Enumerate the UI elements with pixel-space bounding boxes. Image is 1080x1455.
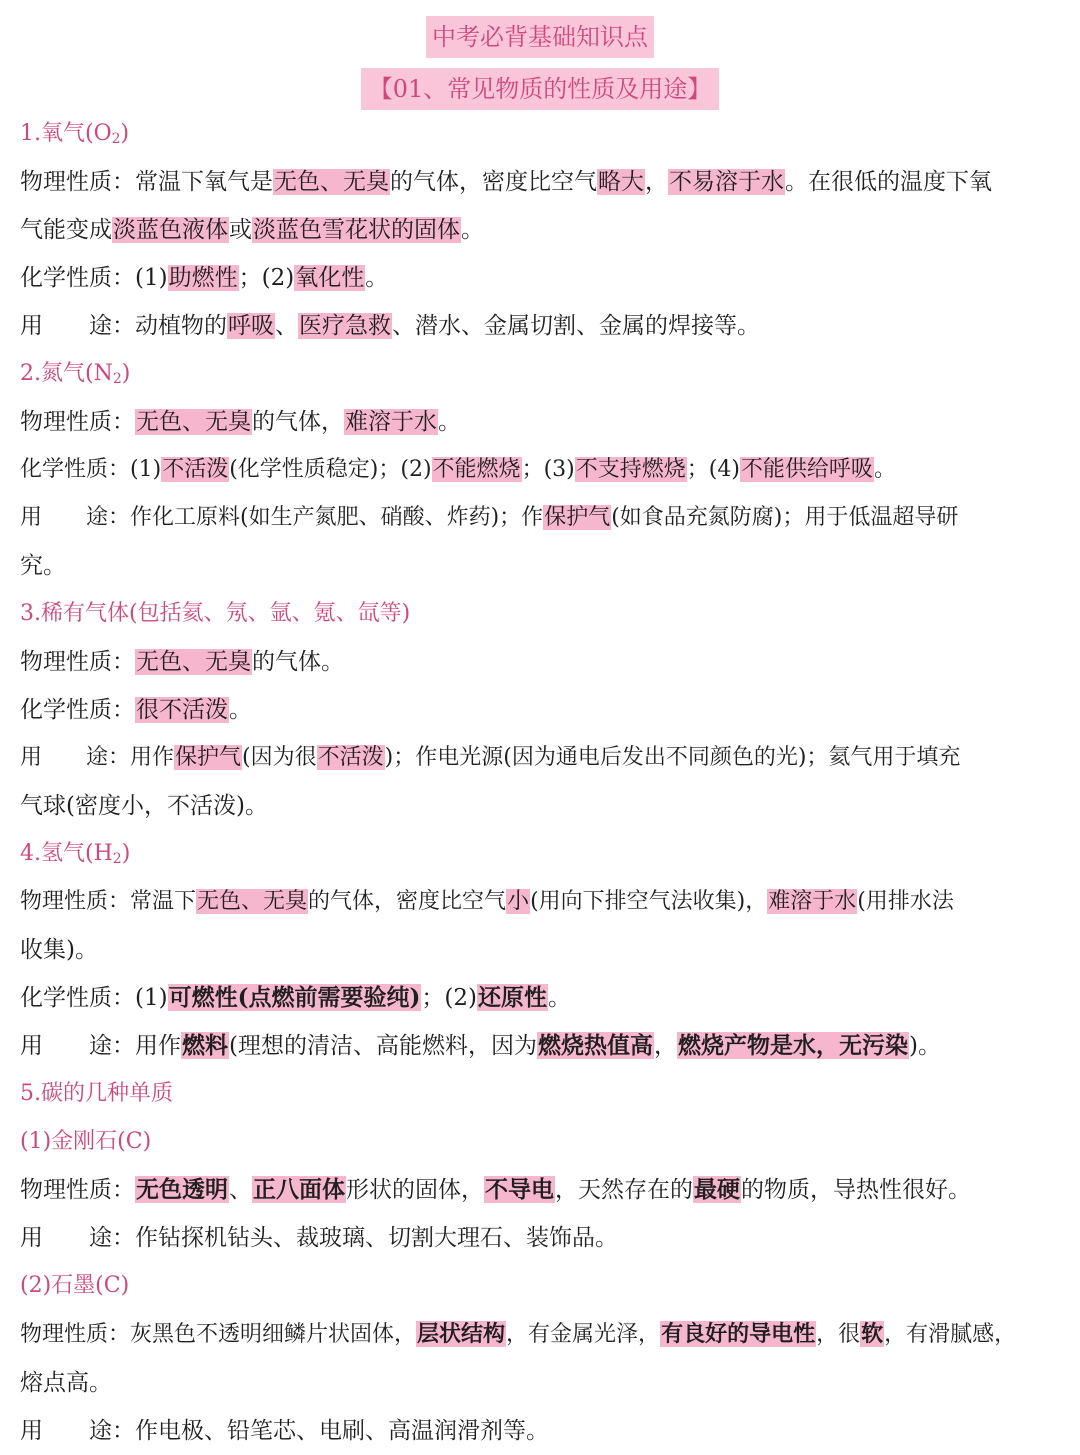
text: ；(4)	[686, 457, 740, 482]
text: 气能变成	[20, 217, 112, 243]
highlight: 不活泼	[317, 745, 384, 770]
noble-physical	[20, 638, 1065, 686]
row-label: 用 途：	[20, 1033, 135, 1059]
highlight: 无色、无臭	[136, 649, 251, 675]
highlight: 有良好的导电性	[661, 1321, 816, 1347]
text: 或	[229, 217, 252, 243]
highlight: 还原性	[477, 984, 547, 1011]
text: (如食品充氮防腐)；用于低温超导研	[611, 505, 959, 530]
highlight: 最硬	[694, 1176, 740, 1203]
highlight: 淡蓝色液体	[113, 217, 228, 243]
text: ，	[645, 169, 668, 195]
highlight: 很不活泼	[136, 697, 228, 723]
page-title: 中考必背基础知识点	[426, 16, 654, 58]
text: 。	[547, 985, 571, 1011]
highlight: 层状结构	[417, 1321, 506, 1347]
text: 用作	[130, 745, 175, 770]
text: 用作	[135, 1033, 181, 1059]
text: 。	[365, 265, 389, 291]
text: ，有金属光泽，	[506, 1322, 661, 1347]
heading-text: )	[121, 361, 131, 386]
text: ，很	[816, 1322, 861, 1347]
text: 究。	[20, 553, 66, 579]
highlight: 无色、无臭	[274, 169, 389, 195]
text: (用排水法	[857, 889, 954, 914]
text: )。	[908, 1033, 941, 1059]
highlight: 软	[861, 1321, 884, 1347]
highlight: 助燃性	[168, 265, 238, 291]
content	[20, 110, 1065, 1455]
row-label: 物理性质：	[20, 889, 131, 914]
text: (1)	[130, 457, 162, 482]
highlight: 呼吸	[228, 313, 274, 339]
oxygen-use	[20, 302, 1065, 350]
section-heading-nitrogen	[20, 350, 1065, 398]
row-label: 用 途：	[20, 1418, 135, 1444]
highlight: 无色透明	[136, 1176, 228, 1203]
text: 。在很低的温度下氧	[785, 169, 992, 195]
text: 。	[229, 697, 252, 723]
text: 、	[275, 313, 298, 339]
text: 形状的固体，	[346, 1177, 484, 1203]
highlight: 保护气	[544, 505, 611, 530]
highlight: 氧化性	[295, 265, 365, 291]
diamond-physical	[20, 1166, 1065, 1214]
highlight: 不活泼	[162, 457, 229, 482]
text: 。	[438, 409, 461, 435]
section-heading-hydrogen	[20, 830, 1065, 878]
text: 常温下	[130, 889, 197, 914]
highlight: 正八面体	[253, 1176, 345, 1203]
text: 作钻探机钻头、裁玻璃、切割大理石、装饰品。	[135, 1225, 618, 1251]
row-label: 化学性质：	[20, 697, 135, 723]
text: 。	[873, 457, 896, 482]
text: 的物质，导热性很好。	[741, 1177, 971, 1203]
subscript: 2	[112, 851, 122, 867]
page-subtitle: 【01、常见物质的性质及用途】	[361, 68, 720, 110]
heading-text: 4.氢气(H	[20, 841, 113, 866]
text: ；(2)	[421, 985, 477, 1011]
text: (1)	[135, 265, 168, 291]
heading-text: 1.氧气(O	[20, 121, 112, 146]
text: ，天然存在的	[555, 1177, 693, 1203]
highlight: 不支持燃烧	[575, 457, 686, 482]
text: 、	[229, 1177, 252, 1203]
subheading-diamond: (1)金刚石(C)	[20, 1129, 152, 1154]
highlight: 保护气	[175, 745, 242, 770]
section-heading-noble-gases: 3.稀有气体(包括氦、氖、氩、氪、氙等)	[20, 601, 411, 626]
text: 常温下氧气是	[135, 169, 273, 195]
highlight: 不易溶于水	[669, 169, 784, 195]
subheading-graphite: (2)石墨(C)	[20, 1273, 130, 1298]
hydrogen-physical-cont	[20, 926, 1065, 974]
row-label: 物理性质：	[20, 169, 135, 195]
subscript: 2	[111, 131, 121, 147]
text: )；作电光源(因为通电后发出不同颜色的光)；氦气用于填充	[384, 745, 961, 770]
text: 气球(密度小，不活泼)。	[20, 793, 268, 819]
highlight: 可燃性(点燃前需要验纯)	[168, 984, 421, 1011]
highlight: 难溶于水	[345, 409, 437, 435]
text: 。	[461, 217, 484, 243]
title-area	[0, 0, 1080, 110]
text: (因为很	[242, 745, 317, 770]
highlight: 燃烧产物是水，无污染	[677, 1032, 908, 1059]
nitrogen-use-cont	[20, 542, 1065, 590]
subscript: 2	[112, 371, 122, 387]
text: 收集)。	[20, 937, 98, 963]
row-label: 物理性质：	[20, 649, 135, 675]
noble-chemical	[20, 686, 1065, 734]
highlight: 无色、无臭	[197, 889, 308, 914]
row-label: 化学性质：	[20, 985, 135, 1011]
heading-text: 2.氮气(N	[20, 361, 113, 386]
highlight: 淡蓝色雪花状的固体	[253, 217, 460, 243]
highlight: 不能供给呼吸	[740, 457, 873, 482]
text: 的气体。	[252, 649, 344, 675]
highlight: 医疗急救	[299, 313, 391, 339]
row-label: 用 途：	[20, 313, 135, 339]
text: ，	[653, 1033, 677, 1059]
oxygen-chemical	[20, 254, 1065, 302]
noble-use-cont	[20, 782, 1065, 830]
highlight: 燃料	[182, 1032, 228, 1059]
highlight: 无色、无臭	[136, 409, 251, 435]
highlight: 不导电	[485, 1176, 554, 1203]
row-label: 用 途：	[20, 1225, 135, 1251]
row-label: 化学性质：	[20, 457, 131, 482]
text: 的气体，密度比空气	[308, 889, 507, 914]
text: 、潜水、金属切割、金属的焊接等。	[392, 313, 760, 339]
row-label: 用 途：	[20, 505, 131, 530]
text: (1)	[135, 985, 168, 1011]
hydrogen-physical	[20, 878, 1065, 926]
section-heading-oxygen	[20, 110, 1065, 158]
heading-text: )	[121, 841, 131, 866]
text: 动植物的	[135, 313, 227, 339]
section-heading-carbon: 5.碳的几种单质	[20, 1081, 173, 1106]
text: 灰黑色不透明细鳞片状固体，	[130, 1322, 417, 1347]
text: 作化工原料(如生产氮肥、硝酸、炸药)；作	[130, 505, 544, 530]
text: 作电极、铅笔芯、电刷、高温润滑剂等。	[135, 1418, 549, 1444]
row-label: 物理性质：	[20, 1322, 131, 1347]
noble-use	[20, 734, 1065, 782]
highlight: 小	[507, 889, 530, 914]
hydrogen-chemical	[20, 974, 1065, 1022]
text: (用向下排空气法收集)，	[530, 889, 768, 914]
highlight: 略大	[598, 169, 644, 195]
text: (化学性质稳定)；(2)	[229, 457, 432, 482]
text: 的气体，	[252, 409, 344, 435]
graphite-use	[20, 1407, 1065, 1455]
row-label: 物理性质：	[20, 1177, 135, 1203]
hydrogen-use	[20, 1022, 1065, 1070]
nitrogen-physical	[20, 398, 1065, 446]
highlight: 不能燃烧	[432, 457, 521, 482]
oxygen-physical-cont	[20, 206, 1065, 254]
graphite-physical	[20, 1310, 1065, 1359]
row-label: 化学性质：	[20, 265, 135, 291]
oxygen-physical	[20, 158, 1065, 206]
graphite-physical-cont	[20, 1359, 1065, 1407]
highlight: 难溶于水	[768, 889, 857, 914]
row-label: 用 途：	[20, 745, 131, 770]
text: 熔点高。	[20, 1370, 112, 1396]
diamond-use	[20, 1214, 1065, 1262]
row-label: 物理性质：	[20, 409, 135, 435]
heading-text: )	[120, 121, 130, 146]
text: 的气体，密度比空气	[390, 169, 597, 195]
nitrogen-chemical	[20, 446, 1065, 494]
text: ；(3)	[521, 457, 575, 482]
text: (理想的清洁、高能燃料，因为	[229, 1033, 537, 1059]
text: ，有滑腻感，	[884, 1322, 1017, 1347]
nitrogen-use	[20, 494, 1065, 542]
text: ；(2)	[238, 265, 295, 291]
highlight: 燃烧热值高	[537, 1032, 653, 1059]
